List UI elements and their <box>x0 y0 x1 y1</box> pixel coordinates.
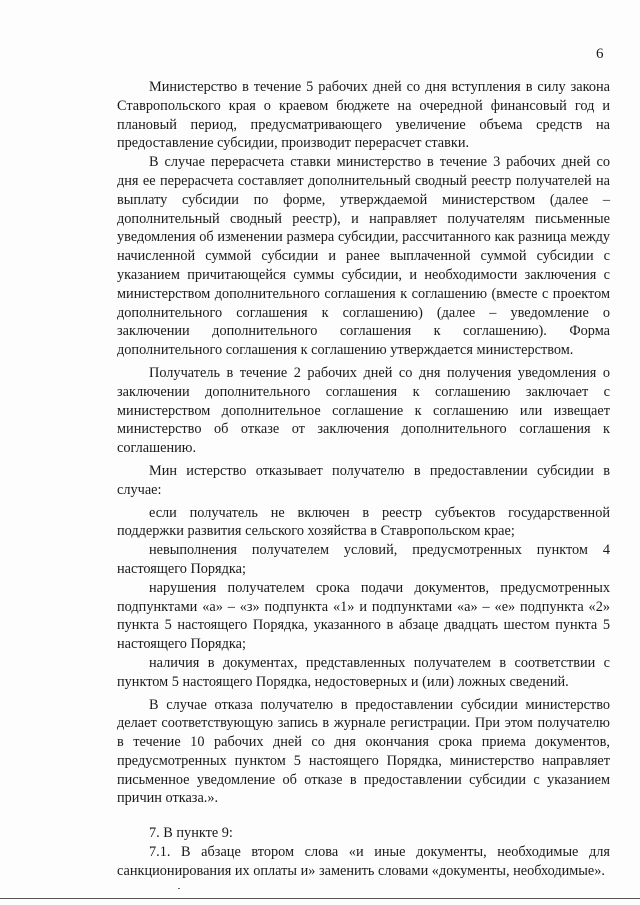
paragraph: В случае перерасчета ставки министерство в течение 3 рабочих дней со дня ее перерасчета составляет дополнительный сводный реестр получателей на выплату субсидии по форме, утверждаемой министерством (далее – дополнительный сводный реестр), и направляет получателям письменные уведомления об изменении размера субсидии, рассчитанного как разница между начисленной суммой субсидии и ранее выплаченной суммой субсидии с указанием причитающейся суммы субсидии, и необходимости заключения с министерством дополнительного соглашения к соглашению (вместе с проектом дополнительного соглашения к соглашению) (далее – уведомление о заключении дополнительного соглашения к соглашению). Форма дополнительного соглашения к соглашению утверждается министерством. <box>117 154 610 359</box>
paragraph: Министерство в течение 5 рабочих дней со дня вступления в силу закона Ставропольского края о краевом бюджете на очередной финансовый год и плановый период, предусматривающего увеличение объема средств на предоставление субсидии, производит перерасчет ставки. <box>117 79 610 152</box>
page-number: 6 <box>596 46 604 62</box>
scan-speck <box>178 888 180 889</box>
paragraph: Мин истерство отказывает получателю в предоставлении субсидии в случае: <box>117 462 610 498</box>
document-body <box>117 78 610 881</box>
paragraph: Получатель в течение 2 рабочих дней со дня получения уведомления о заключении дополнительного соглашения к соглашению заключает с министерством дополнительное соглашение к соглашению или извещает министерство об отказе от заключения дополнительного соглашения к соглашению. <box>117 364 610 457</box>
paragraph: наличия в документах, представленных получателем в соответствии с пунктом 5 настоящего Порядка, недостоверных и (или) ложных сведений. <box>117 654 610 690</box>
page-bottom-edge <box>0 898 640 899</box>
paragraph: невыполнения получателем условий, предусмотренных пунктом 4 настоящего Порядка; <box>117 542 610 577</box>
paragraph: 7.1. В абзаце втором слова «и иные документы, необходимые для санкционирования их оплаты и» заменить словами «документы, необходимые». <box>117 844 610 879</box>
paragraph: 7. В пункте 9: <box>149 825 233 842</box>
paragraph: нарушения получателем срока подачи документов, предусмотренных подпунктами «а» – «з» подпункта «1» и подпунктами «а» – «е» подпункта «2» пункта 5 настоящего Порядка, указанного в абзаце двадцать шестом пункта 5 настоящего Порядка; <box>117 579 610 653</box>
paragraph: если получатель не включен в реестр субъектов государственной поддержки развития сельского хозяйства в Ставропольском крае; <box>117 504 610 540</box>
paragraph: В случае отказа получателю в предоставлении субсидии министерство делает соответствующую запись в журнале регистрации. При этом получателю в течение 10 рабочих дней со дня окончания срока приема документов, предусмотренных пунктом 5 настоящего Порядка, министерство направляет письменное уведомление об отказе в предоставлении субсидии с указанием причин отказа.». <box>117 696 610 807</box>
